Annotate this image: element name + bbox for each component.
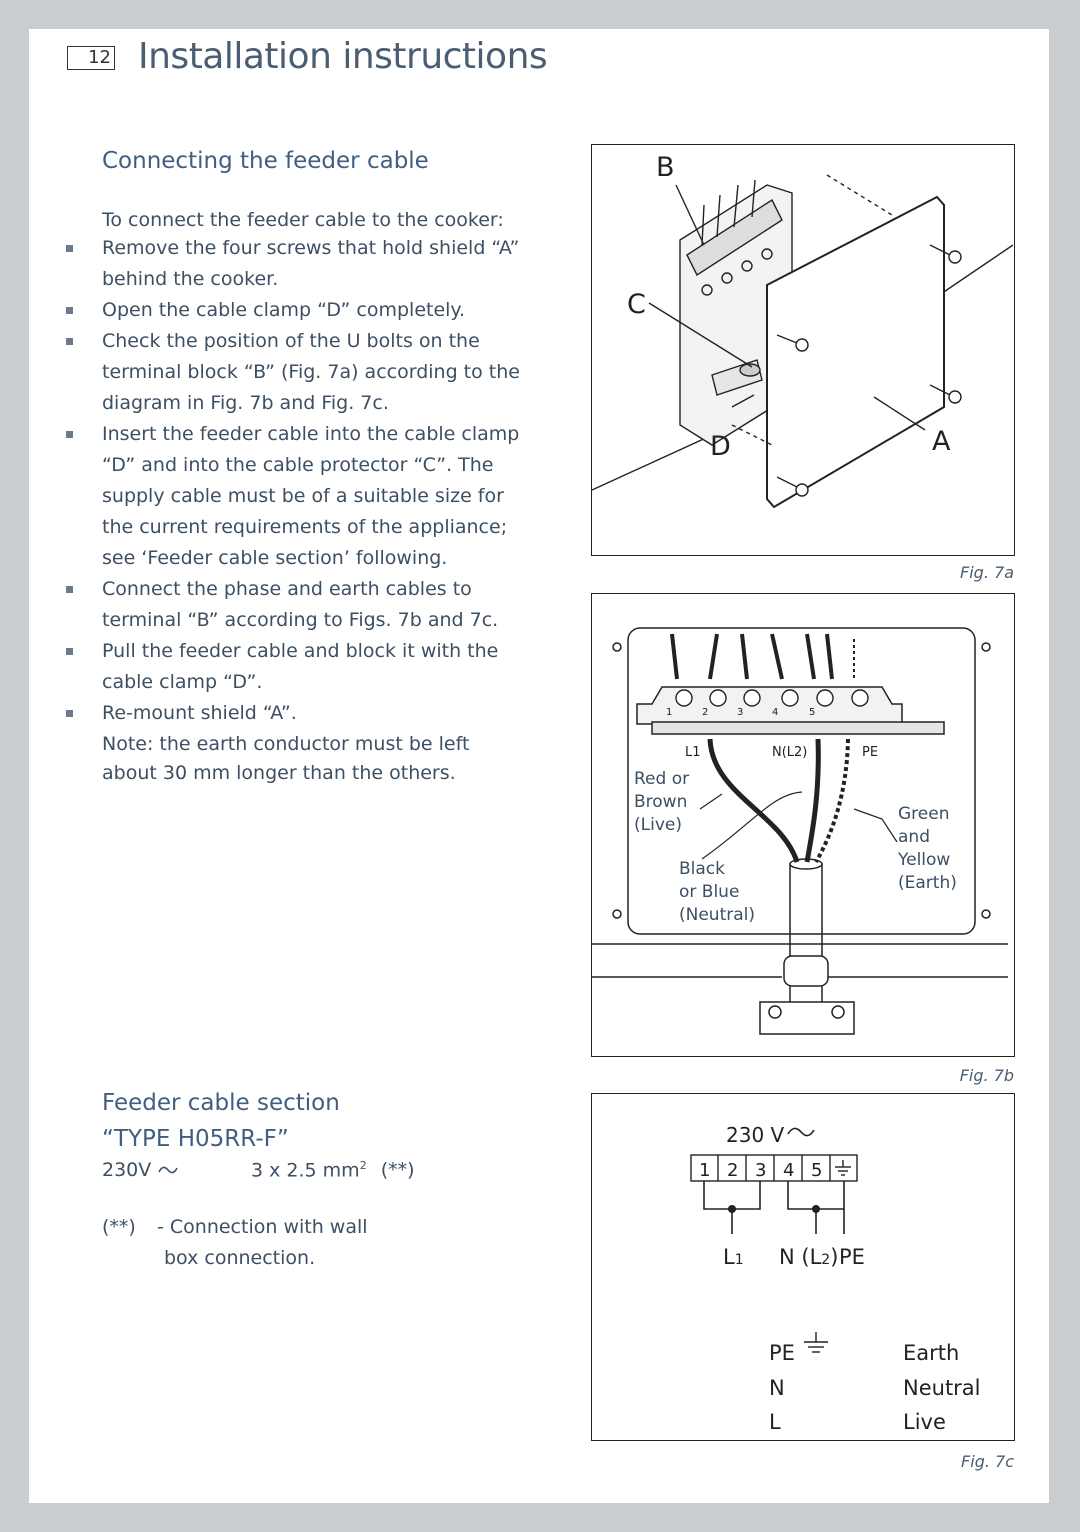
step-text: diagram in Fig. 7b and Fig. 7c. <box>102 392 389 414</box>
earth-label: and <box>898 827 930 847</box>
terminal-number: 2 <box>702 707 709 718</box>
section-heading-feeder: Feeder cable section <box>102 1090 340 1116</box>
figure-7c <box>591 1093 1015 1441</box>
cable-spec <box>251 1159 415 1181</box>
label-c: C <box>627 289 646 320</box>
list-item <box>64 326 520 419</box>
cable-type: “TYPE H05RR-F” <box>102 1126 289 1152</box>
step-text: Remove the four screws that hold shield “A” <box>102 237 520 259</box>
neutral-label: Black <box>679 859 725 879</box>
step-text: terminal “B” according to Figs. 7b and 7c. <box>102 609 499 631</box>
footnote-line: - Connection with wall <box>157 1216 368 1238</box>
instruction-list <box>64 233 520 729</box>
terminal-number: 5 <box>809 707 816 718</box>
figure-7b <box>591 593 1015 1057</box>
voltage-value: 230V <box>102 1159 152 1181</box>
bullet-icon <box>66 431 73 438</box>
terminal-2: 2 <box>727 1160 739 1181</box>
bullet-icon <box>66 586 73 593</box>
earth-label: Yellow <box>898 850 951 870</box>
terminal-number: 1 <box>666 707 673 718</box>
step-text: “D” and into the cable protector “C”. The <box>102 454 494 476</box>
step-text: Check the position of the U bolts on the <box>102 330 480 352</box>
terminal-l1-label: L1 <box>685 745 701 760</box>
footnote-mark: (**) <box>102 1216 136 1238</box>
list-item <box>64 233 520 295</box>
bullet-icon <box>66 245 73 252</box>
diagram-n: N (L2) <box>779 1245 839 1269</box>
ac-symbol-icon <box>157 1163 179 1177</box>
bullet-icon <box>66 307 73 314</box>
legend-code: PE <box>769 1341 795 1365</box>
earth-icon <box>804 1332 828 1352</box>
step-text: Open the cable clamp “D” completely. <box>102 299 466 321</box>
earth-label: (Earth) <box>898 873 957 893</box>
list-item <box>64 419 520 574</box>
step-text: the current requirements of the appliance; <box>102 516 508 538</box>
diagram-pe: PE <box>839 1245 865 1269</box>
figure-7c-caption: Fig. 7c <box>961 1452 1014 1471</box>
earth-label: Green <box>898 804 950 824</box>
legend-meaning: Neutral <box>903 1376 981 1400</box>
section-heading-connecting: Connecting the feeder cable <box>102 148 429 174</box>
terminal-n-label: N(L2) <box>772 745 808 760</box>
diagram-voltage: 230 V <box>726 1123 785 1147</box>
label-d: D <box>710 431 731 462</box>
note-line: about 30 mm longer than the others. <box>102 762 456 784</box>
step-text: cable clamp “D”. <box>102 671 263 693</box>
live-label: (Live) <box>634 815 682 835</box>
step-text: Connect the phase and earth cables to <box>102 578 472 600</box>
spec-value: 3 x 2.5 mm <box>251 1159 360 1182</box>
list-item <box>64 295 520 326</box>
footnote-line: box connection. <box>164 1247 316 1269</box>
live-label: Red or <box>634 769 690 789</box>
label-b: B <box>656 152 675 183</box>
bullet-icon <box>66 710 73 717</box>
diagram-l1: L1 <box>723 1245 744 1269</box>
page-title: Installation instructions <box>138 36 548 77</box>
list-item <box>64 574 520 636</box>
earth-note <box>102 730 469 788</box>
list-item <box>64 698 520 729</box>
label-a: A <box>932 426 951 457</box>
terminal-box-illustration <box>592 145 1013 554</box>
terminal-diagram <box>592 1094 1013 1439</box>
step-text: behind the cooker. <box>102 268 279 290</box>
cable-voltage <box>102 1159 179 1181</box>
spec-superscript: 2 <box>359 1159 367 1172</box>
terminal-1: 1 <box>699 1160 711 1181</box>
ac-symbol-icon <box>788 1128 814 1135</box>
terminal-pe-label: PE <box>862 745 879 760</box>
list-item <box>64 636 520 698</box>
step-text: Pull the feeder cable and block it with the <box>102 640 499 662</box>
terminal-3: 3 <box>755 1160 767 1181</box>
terminal-4: 4 <box>783 1160 795 1181</box>
step-text: Insert the feeder cable into the cable clamp <box>102 423 520 445</box>
bullet-icon <box>66 338 73 345</box>
step-text: see ‘Feeder cable section’ following. <box>102 547 448 569</box>
figure-7b-caption: Fig. 7b <box>959 1066 1014 1085</box>
terminal-number: 4 <box>772 707 779 718</box>
spec-reference: (**) <box>380 1159 415 1182</box>
page-number: 12 <box>67 46 115 70</box>
legend-code: L <box>769 1410 781 1434</box>
legend-code: N <box>769 1376 785 1400</box>
note-line: Note: the earth conductor must be left <box>102 733 470 755</box>
step-text: supply cable must be of a suitable size for <box>102 485 504 507</box>
live-label: Brown <box>634 792 688 812</box>
step-text: Re-mount shield “A”. <box>102 702 297 724</box>
legend-meaning: Earth <box>903 1341 960 1365</box>
terminal-number: 3 <box>737 707 744 718</box>
legend-meaning: Live <box>903 1410 946 1434</box>
neutral-label: (Neutral) <box>679 905 756 925</box>
neutral-label: or Blue <box>679 882 740 902</box>
bullet-icon <box>66 648 73 655</box>
step-text: terminal block “B” (Fig. 7a) according to the <box>102 361 520 383</box>
figure-7a-caption: Fig. 7a <box>960 563 1014 582</box>
terminal-5: 5 <box>811 1160 823 1181</box>
figure-7a <box>591 144 1015 556</box>
wiring-illustration <box>592 594 1013 1055</box>
intro-text: To connect the feeder cable to the cooker: <box>102 209 504 231</box>
